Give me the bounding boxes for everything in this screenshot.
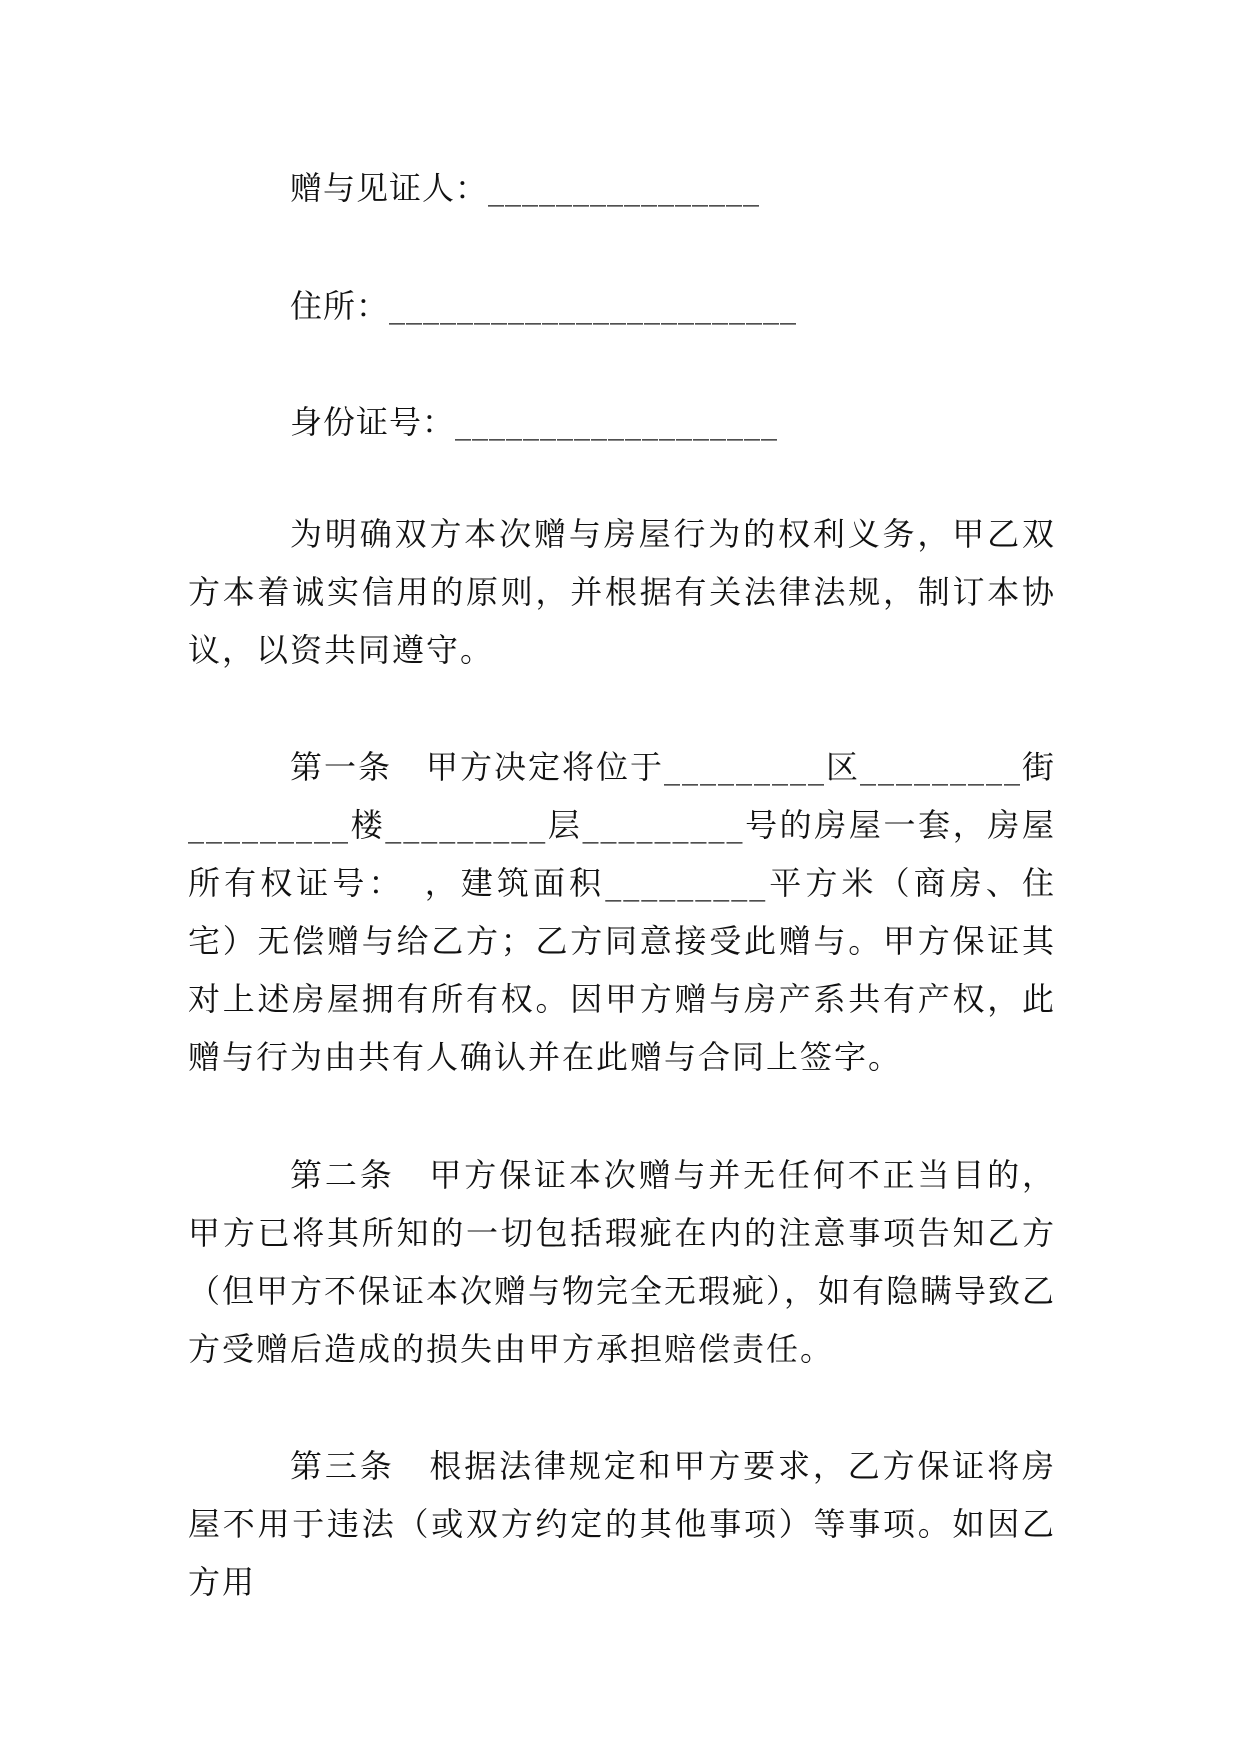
article-3-paragraph: 第三条 根据法律规定和甲方要求，乙方保证将房屋不用于违法（或双方约定的其他事项）等事项。如因乙方用 bbox=[188, 1447, 1056, 1601]
witness-blank: ________________ bbox=[488, 169, 761, 207]
address-field bbox=[290, 286, 797, 326]
article-2-paragraph: 第二条 甲方保证本次赠与并无任何不正当目的，甲方已将其所知的一切包括瑕疵在内的注意事项告知乙方（但甲方不保证本次赠与物完全无瑕疵），如有隐瞒导致乙方受赠后造成的损失由甲方承担赔偿责任。 bbox=[188, 1156, 1057, 1368]
id-number-label: 身份证号： bbox=[290, 403, 456, 441]
witness-label: 赠与见证人： bbox=[290, 169, 489, 207]
article-1-paragraph: 第一条 甲方决定将位于_________区_________街_________楼_________层_________号的房屋一套，房屋所有权证号： ，建筑面积_________平方米（商房、住宅）无偿赠与给乙方；乙方同意接受此赠与。甲方保证其对上述房屋拥有所有权。因甲方赠与房产系共有产权，此赠与行为由共有人确认并在此赠与合同上签字。 bbox=[188, 748, 1057, 1076]
preamble-paragraph: 为明确双方本次赠与房屋行为的权利义务，甲乙双方本着诚实信用的原则，并根据有关法律法规，制订本协议，以资共同遵守。 bbox=[188, 515, 1056, 669]
id-number-field bbox=[290, 402, 778, 442]
witness-field bbox=[290, 168, 760, 208]
id-number-blank: ___________________ bbox=[455, 403, 779, 441]
address-blank: ________________________ bbox=[389, 287, 798, 325]
address-label: 住所： bbox=[290, 287, 390, 325]
